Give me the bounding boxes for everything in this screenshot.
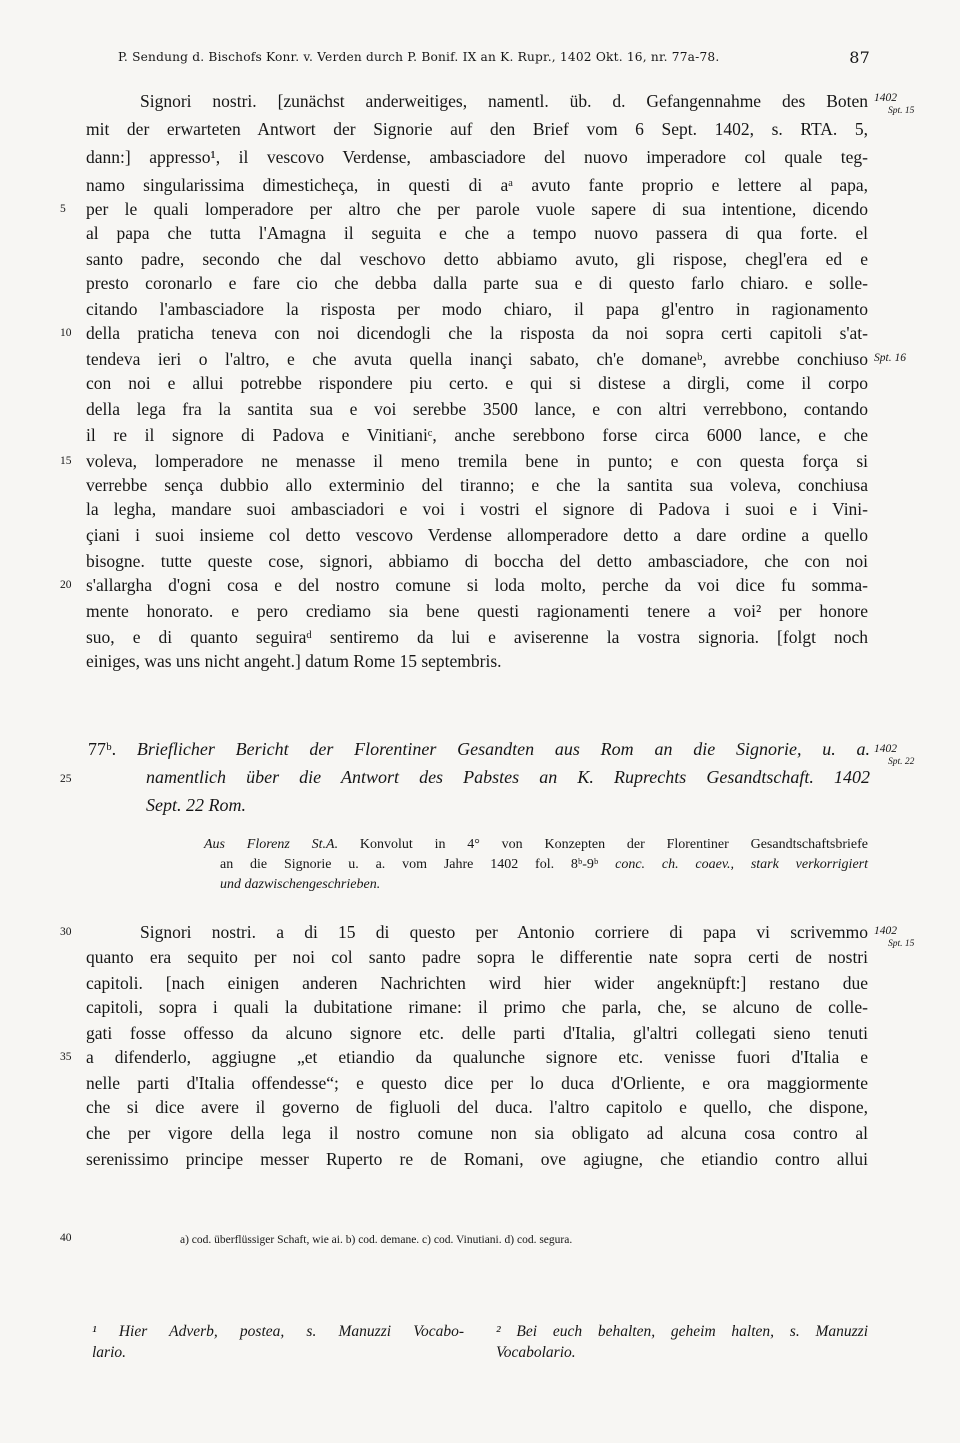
footnote-line: ¹ Hier Adverb, postea, s. Manuzzi Vocabo-: [92, 1323, 464, 1340]
line-number: 35: [60, 1051, 72, 1063]
margin-date-note: [874, 352, 944, 365]
text-line: verrebbe sença dubbio allo exterminio del tiranno; e che la santita sua voleva, conchiusa: [86, 475, 868, 495]
line-number: 40: [60, 1232, 72, 1244]
text-line: che si dice avere il governo de figluoli del duca. l'altro capitolo e quello, che dispone,: [86, 1097, 868, 1117]
text-line: la legha, mandare suoi ambasciadori e voi i vostri el signore di Padova i suoi e i Vini-: [86, 499, 868, 519]
text-line: suo, e di quanto seguiraᵈ sentiremo da lui e aviserenne la vostra signoria. [folgt noch: [86, 627, 868, 647]
text-line: citando l'ambasciadore la risposta per modo chiaro, il papa gl'entro in ragionamento: [86, 299, 868, 319]
text-line: che per vigore della lega il nostro comune non sia obligato ad alcuna cosa contro al: [86, 1123, 868, 1143]
line-number: 25: [60, 773, 72, 785]
text-line: gati fosse offesso da alcuno signore etc. delle parti d'Italia, gl'altri collegati sieno tenuti: [86, 1023, 868, 1043]
text-line: quanto era sequito per noi col santo padre sopra le differentie nate sopra certi de nostri: [86, 947, 868, 967]
text-line: a difenderlo, aggiugne „et etiandio da qualunche signore etc. venisse fuori d'Italia e: [86, 1047, 868, 1067]
text-line: capitoli, sopra i quali la dubitatione rimane: il primo che parla, che, se alcuno de colle-: [86, 997, 868, 1017]
doc-heading-line: Sept. 22 Rom.: [146, 795, 246, 815]
footnote-line: lario.: [92, 1344, 127, 1361]
critical-apparatus: a) cod. überflüssiger Schaft, wie ai. b) cod. demane. c) cod. Vinutiani. d) cod. segura.: [180, 1234, 573, 1246]
line-number: 15: [60, 455, 72, 467]
line-number: 20: [60, 579, 72, 591]
page-number: 87: [849, 48, 870, 67]
margin-date-note: [874, 92, 944, 118]
text-line: della lega fra la santita sua e voi serebbe 3500 lance, e con altri verrebbono, contando: [86, 399, 868, 419]
source-description: [220, 856, 868, 874]
text-line: per le quali lomperadore per altro che per parole vuole sapere di sua intentione, dicendo: [86, 199, 868, 219]
text-line: çiani i suoi insieme col detto vescovo Verdense allomperadore detto a dare ordine a quello: [86, 525, 868, 545]
footnote-line: ² Bei euch behalten, geheim halten, s. Manuzzi: [496, 1323, 868, 1340]
margin-date-note: [874, 925, 944, 951]
text-line: presto coronarlo e fare cio che debba dalla parte sua e di questo farlo chiaro. e solle-: [86, 273, 868, 293]
source-text: an die Signorie u. a. vom Jahre 1402 fol. 8ᵇ-9ᵇ: [220, 857, 616, 872]
line-number: 5: [60, 203, 66, 215]
line-number: 10: [60, 327, 72, 339]
text-line: s'allargha d'ogni cosa e del nostro comune si loda molto, perche da voi dice fu somma-: [86, 575, 868, 595]
margin-year: 1402: [874, 743, 897, 755]
doc-number: 77ᵇ.: [88, 739, 117, 759]
source-remark: conc. ch. coaev., stark verkorrigiert: [615, 857, 868, 872]
text-line: Signori nostri. a di 15 di questo per Antonio corriere di papa vi scrivemmo: [140, 922, 868, 942]
margin-date-note: [874, 743, 944, 769]
text-line: nelle parti d'Italia offendesse“; e questo dice per lo duca d'Orliente, e ora maggiormente: [86, 1073, 868, 1093]
margin-date: Spt. 15: [888, 939, 915, 949]
footnote-line: Vocabolario.: [496, 1344, 576, 1361]
text-line: dann:] appresso¹, il vescovo Verdense, ambasciadore del nuovo imperadore col quale teg-: [86, 147, 868, 167]
text-line: della praticha teneva con noi dicendogli che la risposta da noi sopra certi capitoli s'at-: [86, 323, 868, 343]
margin-date: Spt. 22: [888, 757, 915, 767]
running-head: [118, 48, 878, 67]
doc-heading-line: [88, 737, 870, 762]
line-number: 30: [60, 926, 72, 938]
source-prefix: Aus Florenz St.A.: [204, 837, 339, 852]
margin-date: Spt. 15: [888, 106, 915, 116]
text-line: einiges, was uns nicht angeht.] datum Rome 15 septembris.: [86, 651, 502, 671]
text-line: serenissimo principe messer Ruperto re de Romani, ove agiugne, che etiandio contro allui: [86, 1149, 868, 1169]
source-description: [204, 836, 868, 854]
doc-heading-line: namentlich über die Antwort des Pabstes an K. Ruprechts Gesandtschaft. 1402: [146, 767, 870, 787]
text-line: mente honorato. e pero crediamo sia bene questi ragionamenti tenere a voi² per honore: [86, 601, 868, 621]
text-line: namo singularissima dimesticheça, in questi di aᵃ avuto fante proprio e lettere al papa,: [86, 175, 868, 195]
text-line: Signori nostri. [zunächst anderweitiges, namentl. üb. d. Gefangennahme des Boten: [140, 91, 868, 111]
text-line: mit der erwarteten Antwort der Signorie auf den Brief vom 6 Sept. 1402, s. RTA. 5,: [86, 119, 868, 139]
text-line: capitoli. [nach einigen anderen Nachrichten wird hier wider angeknüpft:] restano due: [86, 973, 868, 993]
text-line: al papa che tutta l'Amagna il seguita e che a tempo nuovo passera di qua forte. el: [86, 223, 868, 243]
text-line: santo padre, secondo che dal veschovo detto abbiamo avuto, gli rispose, chegl'era ed e: [86, 249, 868, 269]
text-line: voleva, lomperadore ne menasse il meno tremila bene in punto; e con questa força si: [86, 451, 868, 471]
text-line: con noi e allui potrebbe rispondere piu certo. e qui si distese a dirgli, come il corpo: [86, 373, 868, 393]
margin-year: 1402: [874, 925, 897, 937]
doc-heading-text: Brieflicher Bericht der Florentiner Gesandten aus Rom an die Signorie, u. a.: [136, 739, 870, 759]
footnote: [92, 1321, 464, 1363]
running-head-text: P. Sendung d. Bischofs Konr. v. Verden durch P. Bonif. IX an K. Rupr., 1402 Okt. 16, nr. 77a-78.: [118, 50, 720, 64]
text-line: il re il signore di Padova e Vinitianiᶜ, anche serebbono forse circa 6000 lance, e che: [86, 425, 868, 445]
text-line: tendeva ieri o l'altro, e che avuta quella inançi sabato, ch'e domaneᵇ, avrebbe conchiuso: [86, 349, 868, 369]
source-description: und dazwischengeschrieben.: [220, 877, 381, 892]
source-text: Konvolut in 4° von Konzepten der Florentiner Gesandtschaftsbriefe: [338, 837, 868, 852]
margin-date: Spt. 16: [874, 352, 906, 364]
text-line: bisogne. tutte queste cose, signori, abbiamo di boccha del detto ambasciadore, che con noi: [86, 551, 868, 571]
footnote: [496, 1321, 868, 1363]
margin-year: 1402: [874, 92, 897, 104]
